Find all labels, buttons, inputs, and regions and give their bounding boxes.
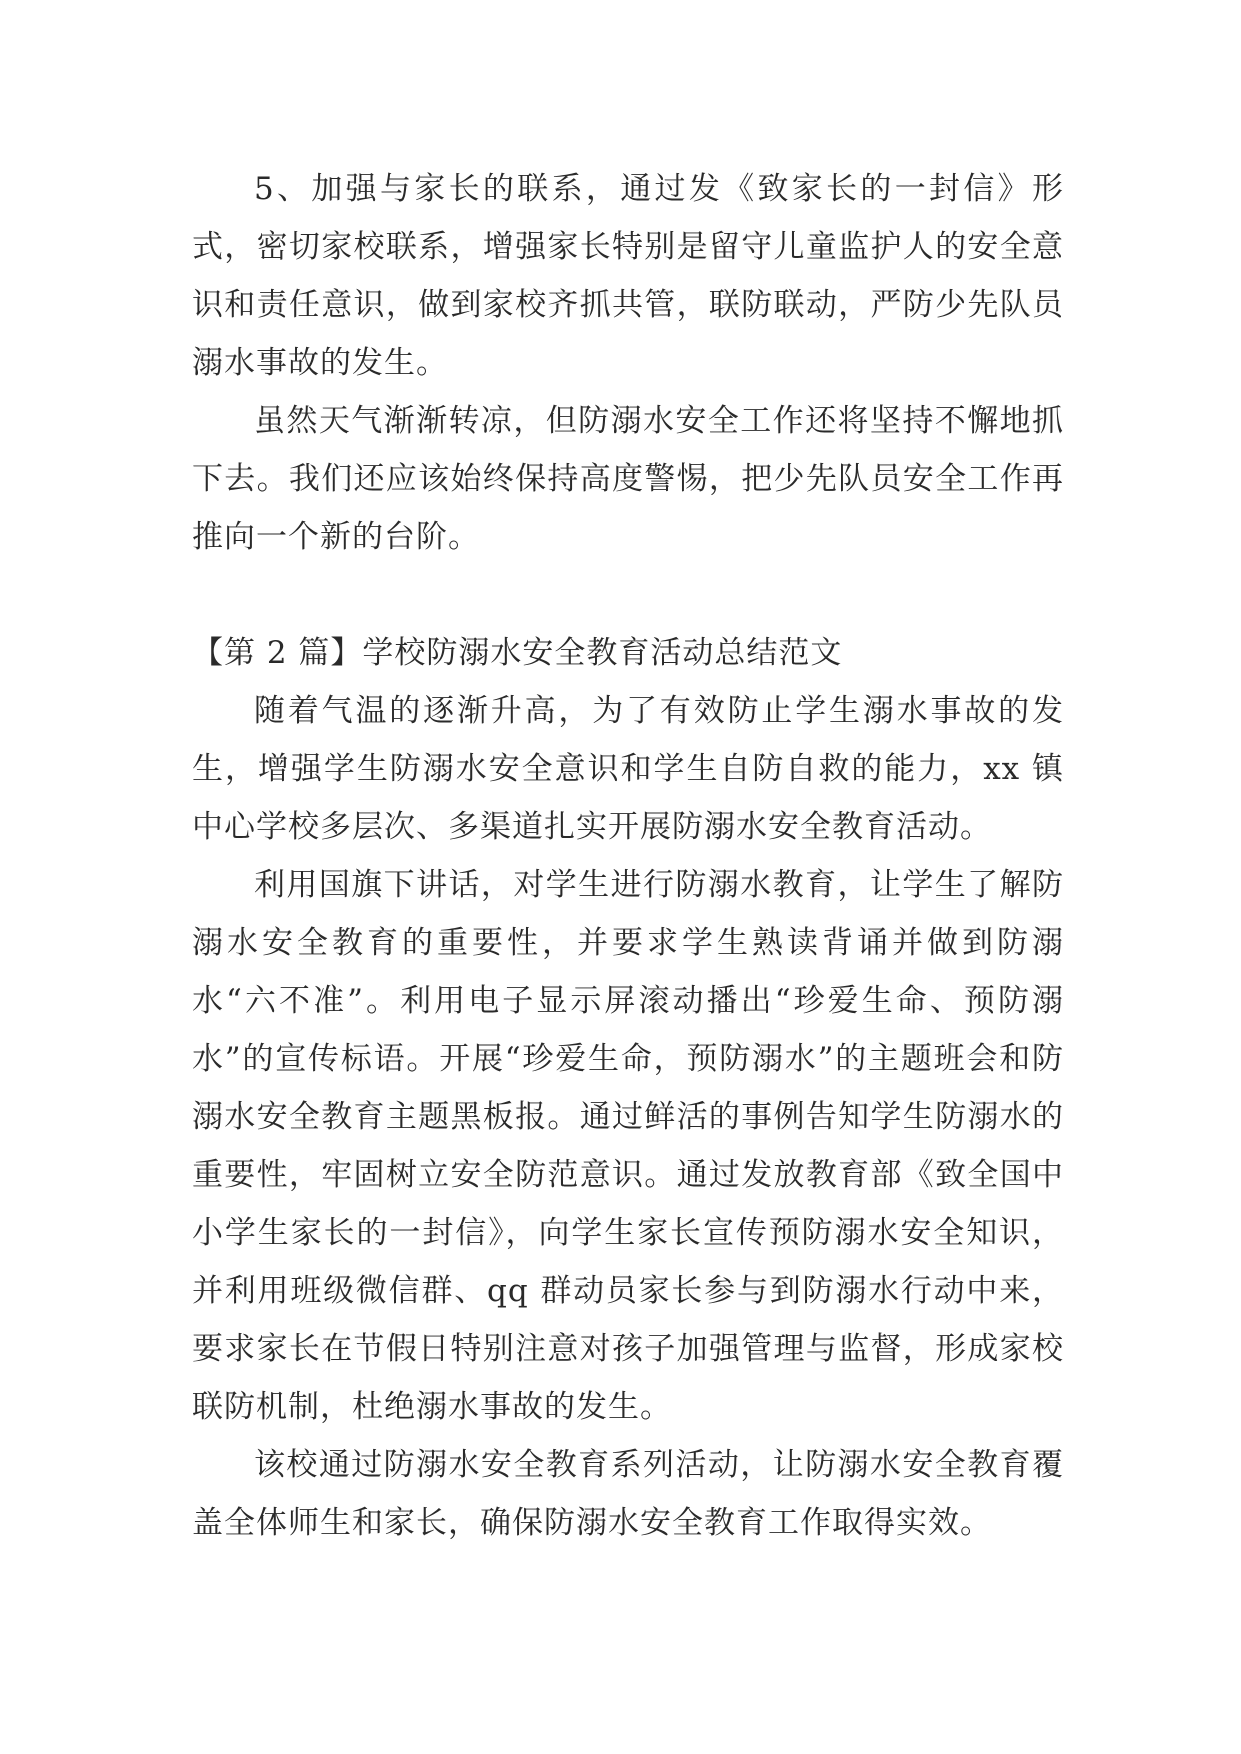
document-body [192,160,1064,1552]
paragraph-parent-contact: 5、加强与家长的联系，通过发《致家长的一封信》形式，密切家校联系，增强家长特别是留守儿童监护人的安全意识和责任意识，做到家校齐抓共管，联防联动，严防少先队员溺水事故的发生。 [192,171,1064,381]
section-heading: 【第 2 篇】学校防溺水安全教育活动总结范文 [192,635,843,671]
paragraph-activities: 利用国旗下讲话，对学生进行防溺水教育，让学生了解防溺水安全教育的重要性，并要求学生熟读背诵并做到防溺水“六不准”。利用电子显示屏滚动播出“珍爱生命、预防溺水”的宣传标语。开展“珍爱生命，预防溺水”的主题班会和防溺水安全教育主题黑板报。通过鲜活的事例告知学生防溺水的重要性，牢固树立安全防范意识。通过发放教育部《致全国中小学生家长的一封信》，向学生家长宣传预防溺水安全知识，并利用班级微信群、qq 群动员家长参与到防溺水行动中来，要求家长在节假日特别注意对孩子加强管理与监督，形成家校联防机制，杜绝溺水事故的发生。 [192,867,1064,1425]
paragraph-summary: 该校通过防溺水安全教育系列活动，让防溺水安全教育覆盖全体师生和家长，确保防溺水安全教育工作取得实效。 [192,1447,1064,1541]
paragraph-weather-conclusion: 虽然天气渐渐转凉，但防溺水安全工作还将坚持不懈地抓下去。我们还应该始终保持高度警惕，把少先队员安全工作再推向一个新的台阶。 [192,403,1064,555]
paragraph-intro: 随着气温的逐渐升高，为了有效防止学生溺水事故的发生，增强学生防溺水安全意识和学生自防自救的能力，xx 镇中心学校多层次、多渠道扎实开展防溺水安全教育活动。 [192,693,1064,845]
